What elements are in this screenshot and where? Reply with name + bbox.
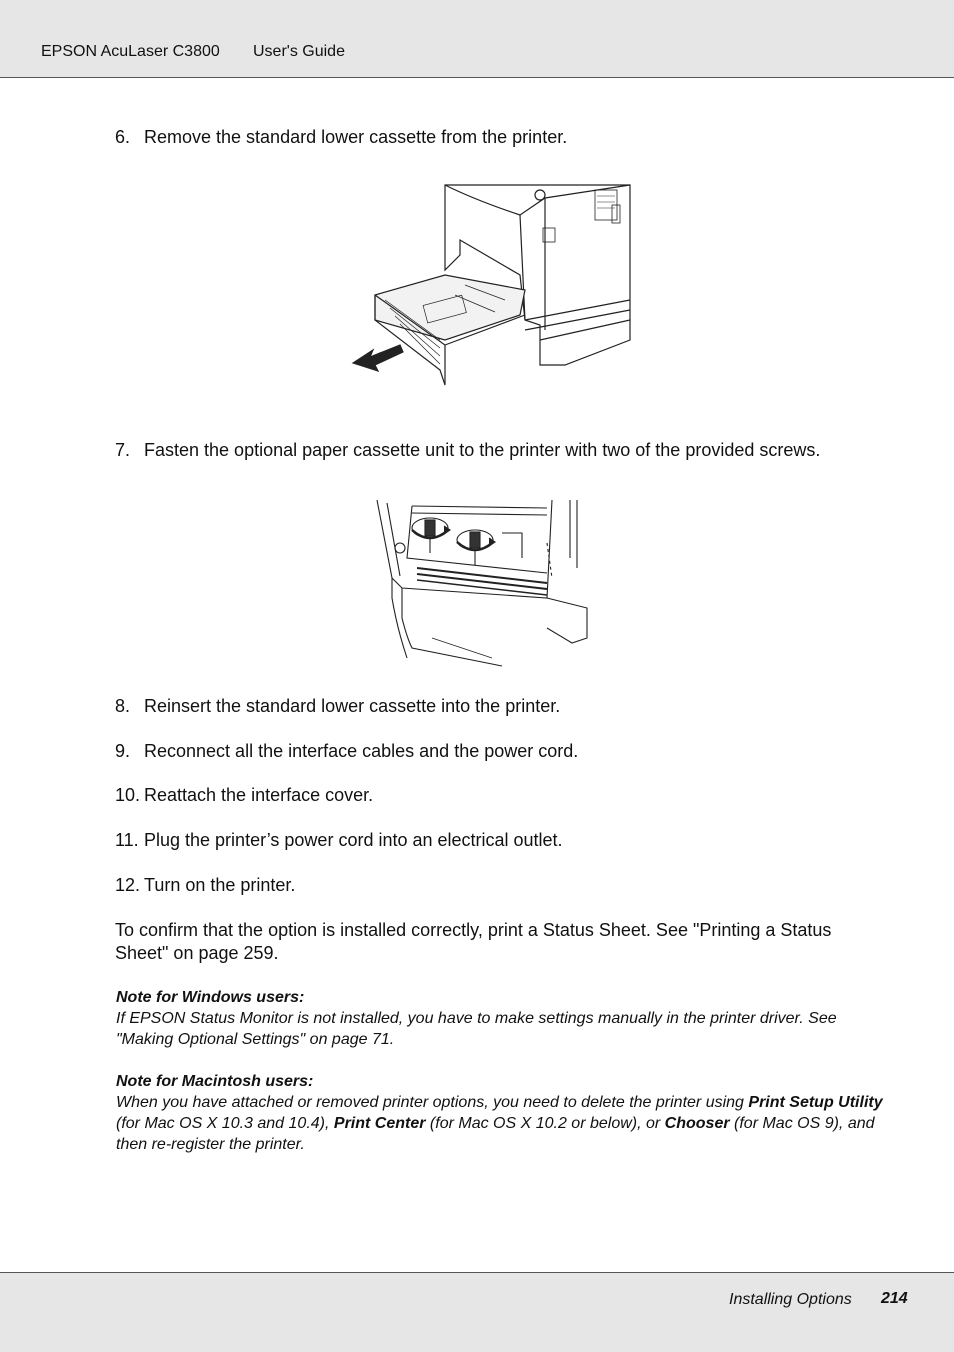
step-11 xyxy=(115,830,563,851)
guide-title: User's Guide xyxy=(253,43,345,60)
page-header xyxy=(0,0,954,78)
step-9 xyxy=(115,741,578,762)
step-number: 8. xyxy=(115,696,131,716)
page-footer xyxy=(0,1272,954,1352)
note-macintosh xyxy=(116,1071,886,1155)
step-text: Remove the standard lower cassette from the printer. xyxy=(144,127,568,147)
remove-cassette-illustration xyxy=(345,180,640,390)
step-number: 10. xyxy=(115,785,141,805)
step-number: 7. xyxy=(115,440,131,460)
step-7 xyxy=(115,440,820,461)
step-12 xyxy=(115,875,295,896)
note-body: When you have attached or removed printer options, you need to delete the printer using Print Setup Utility (for Mac OS X 10.3 and 10.4), Print Center (for Mac OS X 10.2 or below), or Chooser (for Mac OS 9), and then re-register the printer. xyxy=(116,1094,883,1153)
step-10 xyxy=(115,785,373,806)
note-windows xyxy=(116,987,886,1050)
step-number: 6. xyxy=(115,127,131,147)
step-number: 11. xyxy=(115,830,139,850)
step-6 xyxy=(115,127,567,148)
step-text: Turn on the printer. xyxy=(144,875,296,895)
note-title: Note for Macintosh users: xyxy=(116,1073,314,1090)
step-text: Reinsert the standard lower cassette into the printer. xyxy=(144,696,561,716)
print-center-term: Print Center xyxy=(333,1115,426,1132)
print-setup-utility-term: Print Setup Utility xyxy=(748,1094,883,1111)
step-number: 9. xyxy=(115,741,131,761)
step-text: Fasten the optional paper cassette unit to the printer with two of the provided screws. xyxy=(144,440,821,460)
step-text: Reconnect all the interface cables and the power cord. xyxy=(144,741,579,761)
step-text: Reattach the interface cover. xyxy=(144,785,374,805)
note-title: Note for Windows users: xyxy=(116,989,305,1006)
step-text: Plug the printer’s power cord into an electrical outlet. xyxy=(144,830,563,850)
page-number: 214 xyxy=(881,1290,908,1307)
fasten-screws-illustration xyxy=(372,498,592,670)
product-name: EPSON AcuLaser C3800 xyxy=(41,43,220,60)
step-number: 12. xyxy=(115,875,141,895)
chooser-term: Chooser xyxy=(664,1115,730,1132)
confirm-paragraph: To confirm that the option is installed correctly, print a Status Sheet. See "Printing a Status Sheet" on page 259. xyxy=(115,920,832,963)
section-title: Installing Options xyxy=(729,1291,852,1308)
step-8 xyxy=(115,696,560,717)
note-body: If EPSON Status Monitor is not installed, you have to make settings manually in the printer driver. See "Making Optional Settings" on page 71. xyxy=(116,1010,837,1048)
